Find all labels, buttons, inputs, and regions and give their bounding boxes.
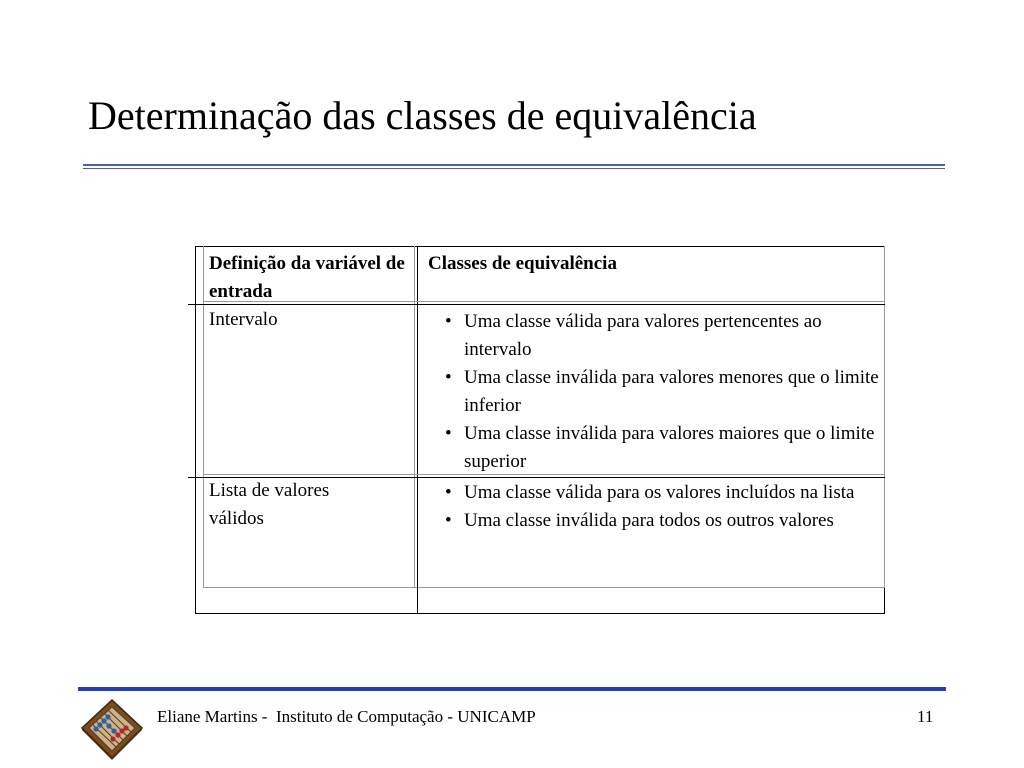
list-item: • Uma classe válida para valores pertencentes ao intervalo (428, 308, 892, 364)
list-item: • Uma classe inválida para valores maiores que o limite superior (428, 420, 892, 476)
table-header-definition: Definição da variável de entrada (209, 253, 405, 302)
row-definition-lista: Lista de valores válidos (209, 480, 330, 529)
title-rule-thin (83, 168, 945, 169)
table-header-classes: Classes de equivalência (428, 253, 617, 274)
list-item: • Uma classe inválida para valores menores que o limite inferior (428, 364, 892, 420)
row-definition-intervalo: Intervalo (209, 309, 278, 330)
table-inner-left-border (203, 246, 204, 587)
table-inner-bottom-border (203, 587, 885, 588)
row-classes-lista (428, 479, 880, 535)
page-number: 11 (917, 707, 934, 726)
slide-title: Determinação das classes de equivalência (88, 93, 757, 138)
footer-text: Eliane Martins - Instituto de Computação - UNICAMP (157, 707, 536, 726)
column-divider-grey (414, 246, 415, 587)
row-classes-intervalo (428, 308, 892, 476)
abacus-logo-icon (80, 698, 144, 760)
list-item: • Uma classe inválida para todos os outros valores (428, 507, 880, 535)
title-rule (83, 164, 945, 166)
footer-rule (78, 687, 946, 691)
list-item: • Uma classe válida para os valores incluídos na lista (428, 479, 880, 507)
